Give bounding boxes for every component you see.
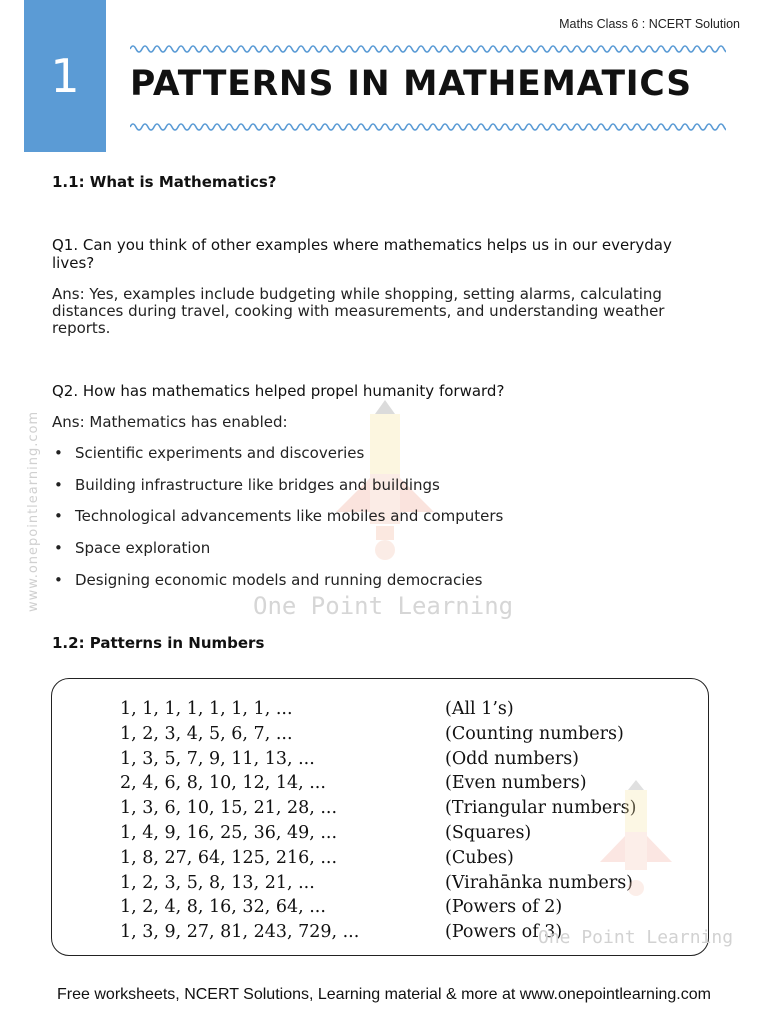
list-item: • Space exploration bbox=[54, 539, 211, 558]
pattern-name: (Even numbers) bbox=[445, 773, 587, 794]
question-2: Q2. How has mathematics helped propel humanity forward? bbox=[52, 382, 505, 400]
rocket-logo-watermark-small bbox=[596, 780, 676, 910]
pattern-sequence: 1, 3, 5, 7, 9, 11, 13, ... bbox=[120, 748, 315, 769]
chapter-title: PATTERNS IN MATHEMATICS bbox=[130, 64, 692, 104]
answer-1: Ans: Yes, examples include budgeting while shopping, setting alarms, calculating distances during travel, cooking with measurements, and understanding weather reports. bbox=[52, 285, 665, 337]
wave-divider-bottom bbox=[130, 122, 726, 132]
pattern-sequence: 1, 3, 9, 27, 81, 243, 729, ... bbox=[120, 922, 360, 943]
pattern-name: (Squares) bbox=[445, 823, 532, 843]
pattern-name: (Counting numbers) bbox=[445, 723, 624, 744]
pattern-sequence: 1, 8, 27, 64, 125, 216, ... bbox=[120, 847, 338, 868]
wave-divider-top bbox=[130, 44, 726, 54]
answer-2-intro: Ans: Mathematics has enabled: bbox=[52, 413, 288, 431]
center-watermark-text: One Point Learning bbox=[253, 592, 514, 620]
pattern-name: (Cubes) bbox=[445, 847, 514, 868]
header-tag: Maths Class 6 : NCERT Solution bbox=[559, 17, 740, 31]
pattern-sequence: 1, 2, 4, 8, 16, 32, 64, ... bbox=[120, 897, 326, 918]
chapter-number-badge bbox=[24, 0, 106, 152]
pattern-sequence: 1, 1, 1, 1, 1, 1, 1, ... bbox=[120, 699, 293, 719]
pattern-sequence: 1, 3, 6, 10, 15, 21, 28, ... bbox=[120, 798, 338, 819]
pattern-name: (Triangular numbers) bbox=[445, 798, 637, 819]
pattern-name: (Powers of 3) bbox=[445, 922, 563, 943]
footer-text: Free worksheets, NCERT Solutions, Learning material & more at www.onepointlearning.com bbox=[57, 986, 711, 1003]
section-heading-1-1: 1.1: What is Mathematics? bbox=[52, 173, 277, 191]
pattern-sequence: 1, 4, 9, 16, 25, 36, 49, ... bbox=[120, 823, 338, 843]
pattern-sequence: 1, 2, 3, 5, 8, 13, 21, ... bbox=[120, 872, 315, 893]
list-item: • Scientific experiments and discoveries bbox=[54, 444, 365, 462]
list-item: • Building infrastructure like bridges and buildings bbox=[54, 475, 440, 494]
question-1: Q1. Can you think of other examples where mathematics helps us in our everyday lives? bbox=[52, 236, 672, 272]
chapter-number: 1 bbox=[50, 49, 80, 103]
answer-2-bullet-list bbox=[52, 444, 503, 602]
pattern-sequence: 1, 2, 3, 4, 5, 6, 7, ... bbox=[120, 723, 293, 744]
pattern-name: (Virahānka numbers) bbox=[445, 872, 633, 893]
pattern-sequence: 2, 4, 6, 8, 10, 12, 14, ... bbox=[120, 773, 326, 794]
pattern-name: (Powers of 2) bbox=[445, 897, 563, 918]
list-item: • Designing economic models and running democracies bbox=[54, 570, 483, 589]
pattern-name: (All 1’s) bbox=[445, 699, 514, 719]
section-heading-1-2: 1.2: Patterns in Numbers bbox=[52, 634, 265, 652]
side-watermark: www.onepointlearning.com bbox=[26, 410, 41, 612]
small-watermark-text: One Point Learning bbox=[538, 927, 734, 948]
list-item: • Technological advancements like mobiles and computers bbox=[54, 507, 504, 526]
pattern-name: (Odd numbers) bbox=[445, 748, 580, 769]
